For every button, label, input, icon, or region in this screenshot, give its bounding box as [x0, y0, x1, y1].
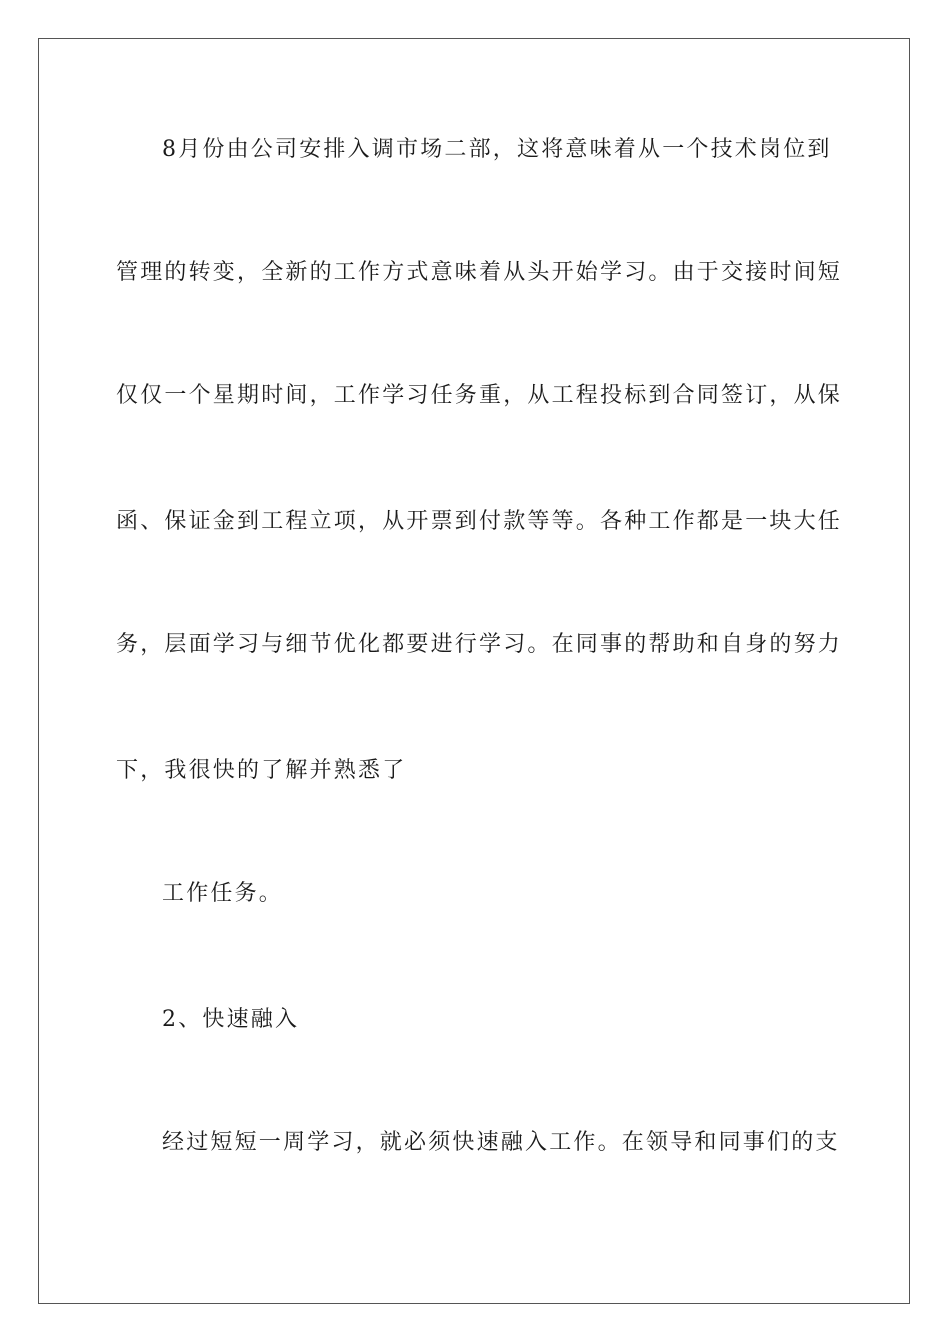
paragraph-line-9: 经过短短一周学习，就必须快速融入工作。在领导和同事们的支 — [162, 1130, 840, 1155]
paragraph-line-3: 仅仅一个星期时间，工作学习任务重，从工程投标到合同签订，从保 — [116, 383, 843, 408]
page-border — [38, 38, 910, 1304]
paragraph-line-7: 工作任务。 — [162, 881, 284, 906]
paragraph-line-2: 管理的转变，全新的工作方式意味着从头开始学习。由于交接时间短 — [116, 260, 843, 285]
paragraph-line-5: 务，层面学习与细节优化都要进行学习。在同事的帮助和自身的努力 — [116, 632, 843, 657]
section-heading: 2、快速融入 — [162, 1007, 300, 1032]
paragraph-line-4: 函、保证金到工程立项，从开票到付款等等。各种工作都是一块大任 — [116, 509, 843, 534]
paragraph-line-1: 8月份由公司安排入调市场二部，这将意味着从一个技术岗位到 — [162, 137, 832, 162]
paragraph-line-6: 下，我很快的了解并熟悉了 — [116, 758, 407, 783]
